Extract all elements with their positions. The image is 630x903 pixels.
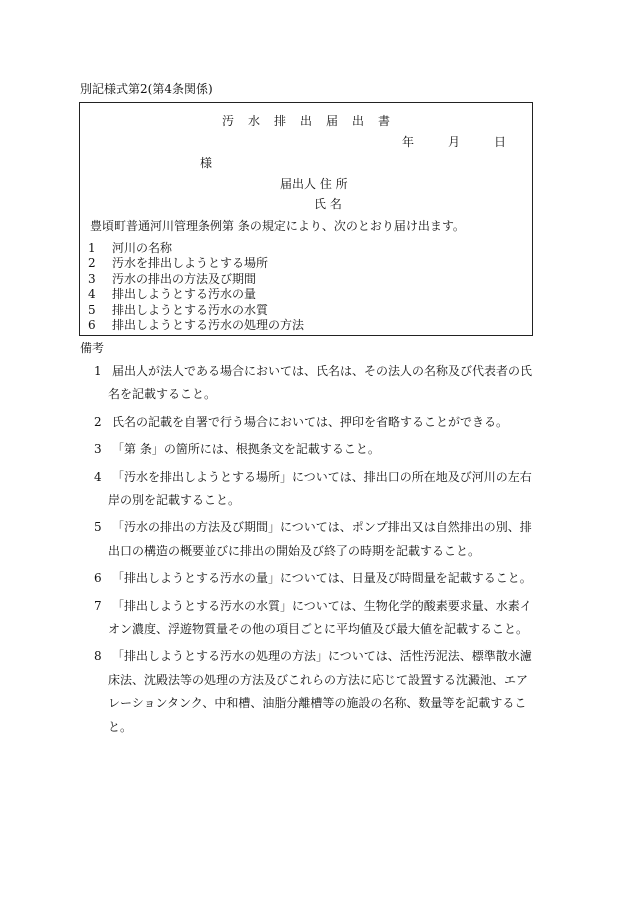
list-item: 6 「排出しようとする汚水の量」については、日量及び時間量を記載すること。 (94, 571, 532, 586)
remarks-notes (94, 360, 534, 743)
form-label: 別記様式第2(第4条関係) (80, 82, 213, 96)
applicant-address-label: 届出人 住 所 (280, 177, 348, 191)
addressee-suffix: 様 (200, 156, 213, 170)
date-day: 日 (493, 135, 506, 149)
list-item: 8 「排出しようとする汚水の処理の方法」については、活性汚泥法、標準散水濾床法、沈殿法等の処理の方法及びこれらの方法に応じて設置する沈澱池、エアレーションタンク、中和槽、油脂分離槽等の施設の名称、数量等を記載すること。 (94, 649, 532, 734)
date-month: 月 (447, 135, 460, 149)
list-item: 2 氏名の記載を自署で行う場合においては、押印を省略することができる。 (94, 414, 509, 429)
list-item: 6 排出しようとする汚水の処理の方法 (88, 318, 305, 333)
form-title: 汚水排出届出書 (221, 114, 404, 128)
list-item: 4 排出しようとする汚水の量 (88, 287, 257, 302)
list-item: 7 「排出しようとする汚水の水質」については、生物化学的酸素要求量、水素イオン濃度、浮遊物質量その他の項目ごとに平均値及び最大値を記載すること。 (94, 598, 532, 637)
list-item: 1 河川の名称 (88, 241, 173, 255)
form-items-list (88, 241, 304, 333)
list-item: 4 「汚水を排出しようとする場所」については、排出口の所在地及び河川の左右岸の別を記載すること。 (94, 469, 532, 508)
list-item: 2 汚水を排出しようとする場所 (88, 256, 269, 271)
statement: 豊頃町普通河川管理条例第 条の規定により、次のとおり届け出ます。 (90, 219, 465, 233)
list-item: 1 届出人が法人である場合においては、氏名は、その法人の名称及び代表者の氏名を記載すること。 (94, 364, 533, 402)
applicant-name-label: 氏 名 (314, 197, 342, 211)
list-item: 3 「第 条」の箇所には、根拠条文を記載すること。 (94, 442, 380, 457)
date-year: 年 (401, 135, 414, 149)
list-item: 5 「汚水の排出の方法及び期間」については、ポンプ排出又は自然排出の別、排出口の構造の概要並びに排出の開始及び終了の時期を記載すること。 (94, 520, 532, 558)
remarks-title: 備考 (80, 341, 105, 355)
date-line (402, 134, 506, 150)
form-box (79, 102, 533, 336)
list-item: 5 排出しようとする汚水の水質 (88, 302, 269, 317)
list-item: 3 汚水の排出の方法及び期間 (88, 271, 257, 286)
